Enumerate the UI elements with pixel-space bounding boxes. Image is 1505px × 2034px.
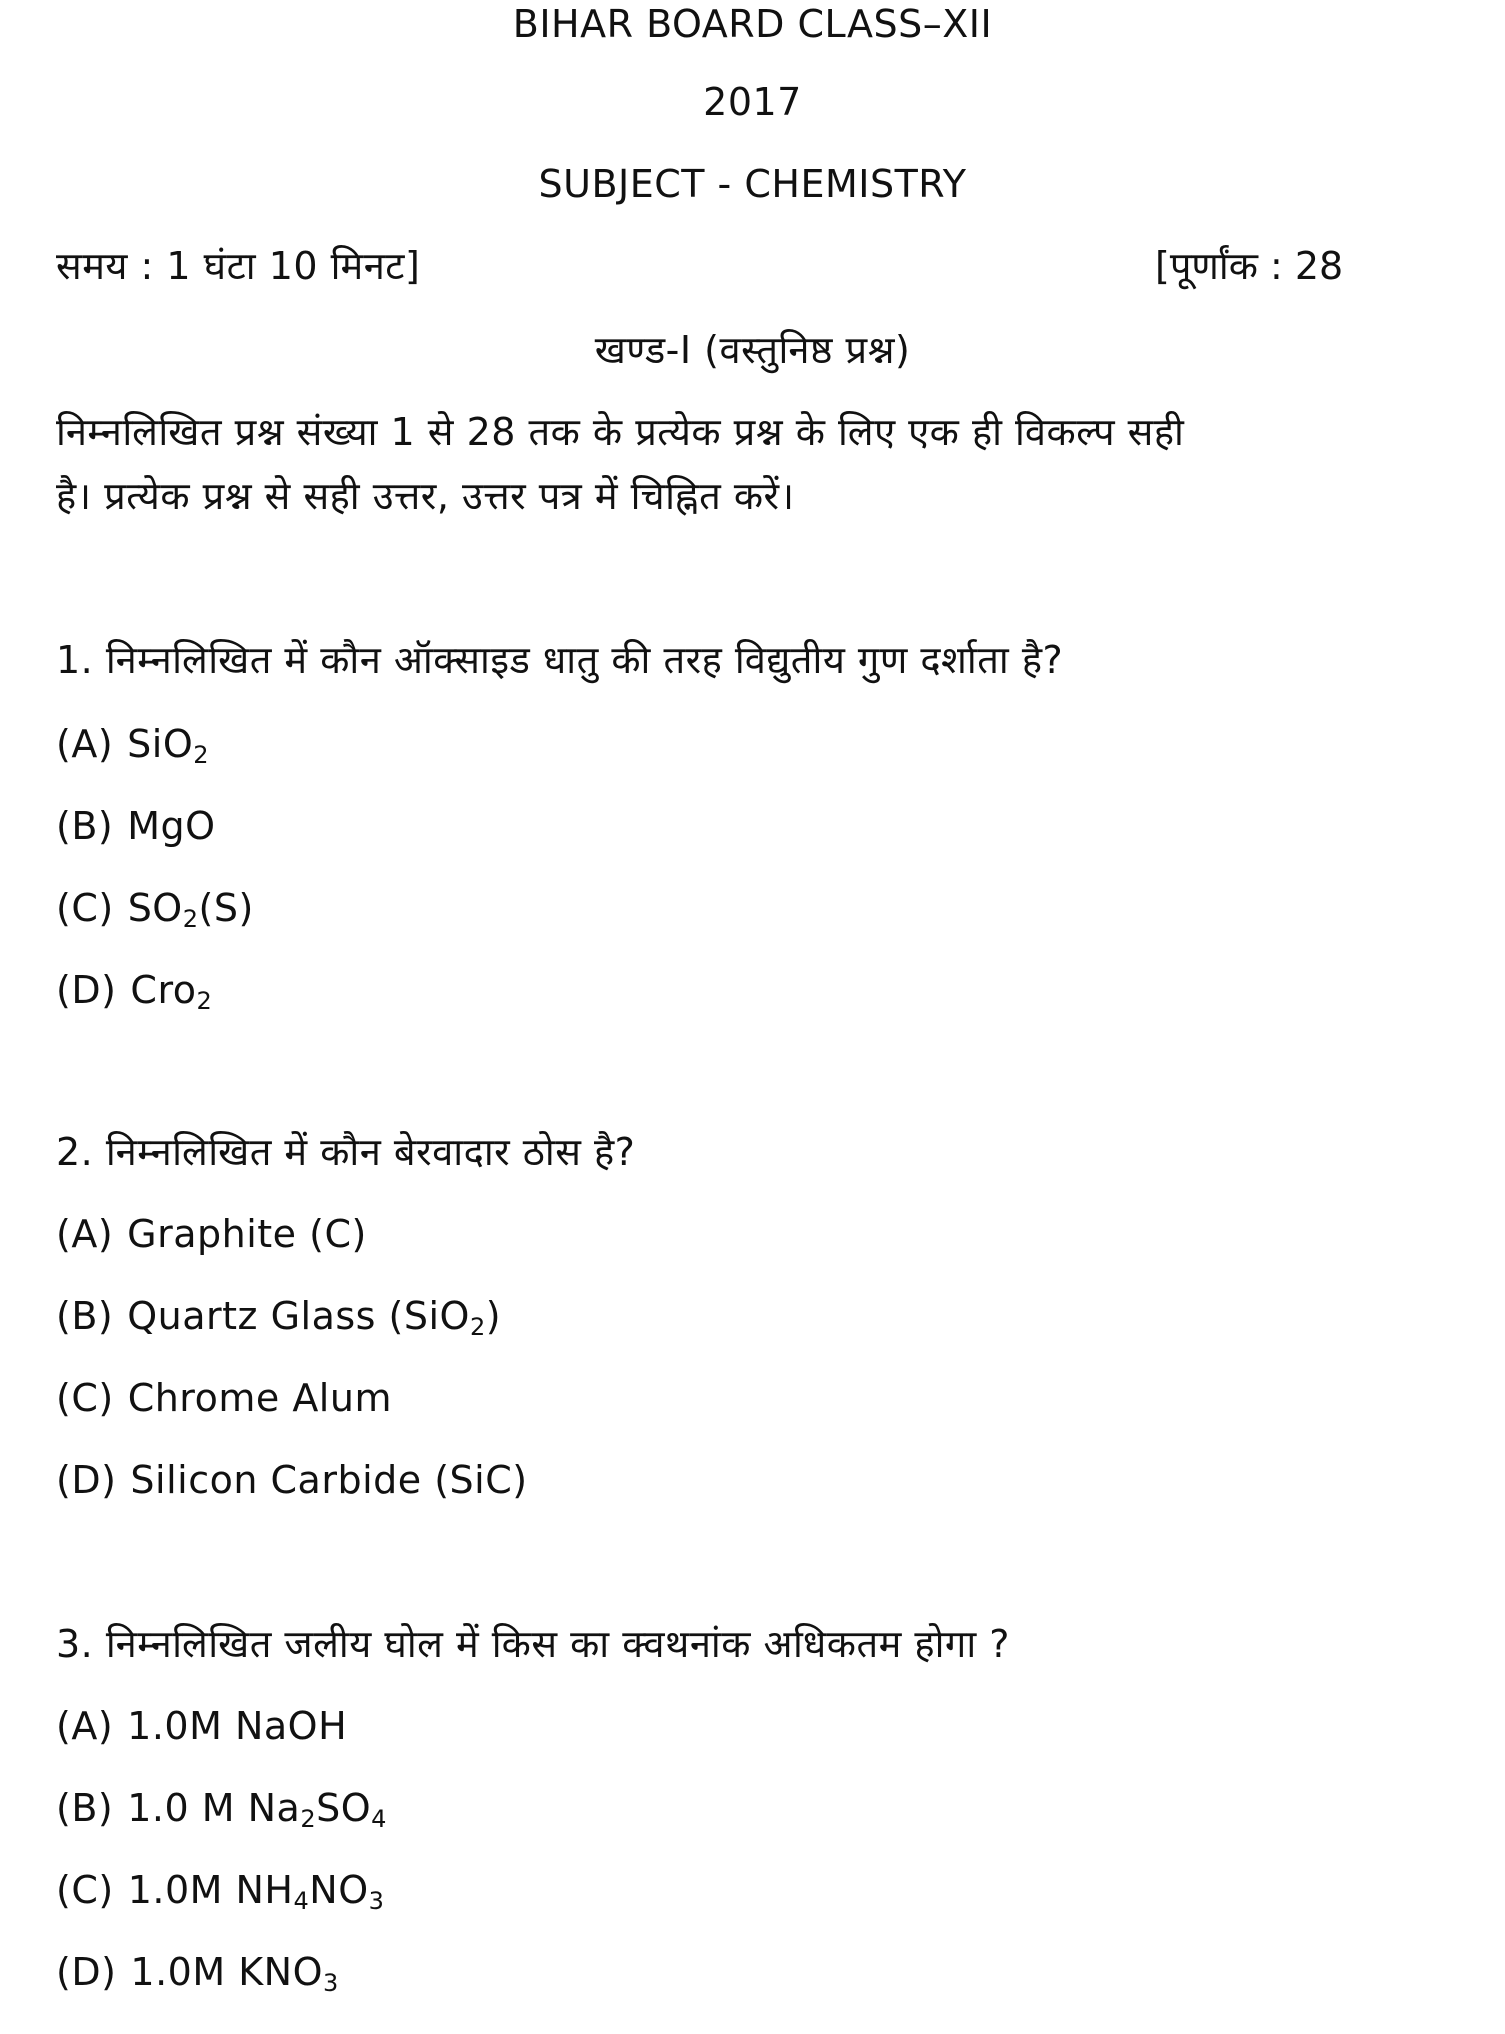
question-2-option-b: [56, 1292, 501, 1340]
option-label: (A): [56, 1704, 114, 1748]
question-3-option-c: [56, 1866, 384, 1914]
time-allowed: समय : 1 घंटा 10 मिनट]: [56, 244, 421, 288]
option-subscript-2: 3: [368, 1887, 385, 1915]
option-label: (B): [56, 1294, 114, 1338]
option-label: (C): [56, 1868, 114, 1912]
option-text: 1.0M NH: [127, 1868, 294, 1912]
option-label: (D): [56, 1458, 117, 1502]
question-1-option-b: [56, 802, 216, 850]
question-1-text: 1. निम्नलिखित में कौन ऑक्साइड धातु की तरह विद्युतीय गुण दर्शाता है?: [56, 638, 1064, 682]
option-label: (B): [56, 1786, 114, 1830]
question-3-option-a: [56, 1702, 347, 1750]
question-3-option-b: [56, 1784, 387, 1832]
option-text: Silicon Carbide (SiC): [130, 1458, 528, 1502]
option-subscript: 2: [300, 1805, 317, 1833]
option-text-suffix: (S): [198, 886, 254, 930]
option-text-suffix: ): [485, 1294, 502, 1338]
section-title: खण्ड-I (वस्तुनिष्ठ प्रश्न): [594, 328, 911, 372]
question-2-option-c: [56, 1374, 392, 1422]
instruction-line-1: निम्नलिखित प्रश्न संख्या 1 से 28 तक के प्रत्येक प्रश्न के लिए एक ही विकल्प सही: [56, 410, 1185, 454]
instruction-line-2: है। प्रत्येक प्रश्न से सही उत्तर, उत्तर पत्र में चिह्नित करें।: [56, 474, 795, 518]
option-text: MgO: [127, 804, 216, 848]
option-text: 1.0M NaOH: [127, 1704, 348, 1748]
option-text: SO: [127, 886, 183, 930]
option-subscript: 4: [293, 1887, 310, 1915]
option-subscript: 2: [182, 905, 199, 933]
question-2-option-d: [56, 1456, 528, 1504]
question-1-option-d: [56, 966, 212, 1014]
option-label: (C): [56, 886, 114, 930]
exam-year: 2017: [703, 80, 802, 124]
subject-title: SUBJECT - CHEMISTRY: [538, 162, 967, 206]
option-subscript: 3: [322, 1969, 339, 1997]
option-text: Cro: [130, 968, 197, 1012]
option-label: (B): [56, 804, 114, 848]
option-label: (D): [56, 1950, 117, 1994]
question-1-option-c: [56, 884, 254, 932]
board-title: BIHAR BOARD CLASS–XII: [512, 2, 993, 46]
option-text-suffix: NO: [309, 1868, 369, 1912]
option-text: 1.0M KNO: [130, 1950, 323, 1994]
question-2-option-a: [56, 1210, 367, 1258]
question-3-option-d: [56, 1948, 339, 1996]
option-text: Graphite (C): [127, 1212, 367, 1256]
option-label: (A): [56, 1212, 114, 1256]
option-subscript: 2: [196, 987, 213, 1015]
full-marks: [पूर्णांक : 28: [1155, 244, 1344, 288]
question-3-text: 3. निम्नलिखित जलीय घोल में किस का क्वथनांक अधिकतम होगा ?: [56, 1622, 1010, 1666]
option-label: (D): [56, 968, 117, 1012]
option-subscript-2: 4: [371, 1805, 387, 1833]
question-2-text: 2. निम्नलिखित में कौन बेरवादार ठोस है?: [56, 1130, 636, 1174]
question-1-option-a: [56, 720, 209, 768]
option-text: SiO: [127, 722, 194, 766]
option-subscript: 2: [193, 741, 210, 769]
option-text: Chrome Alum: [127, 1376, 392, 1420]
option-text-suffix: SO: [316, 1786, 372, 1830]
option-label: (A): [56, 722, 114, 766]
option-text: 1.0 M Na: [127, 1786, 301, 1830]
option-subscript: 2: [469, 1313, 486, 1341]
option-text: Quartz Glass (SiO: [127, 1294, 470, 1338]
option-label: (C): [56, 1376, 114, 1420]
